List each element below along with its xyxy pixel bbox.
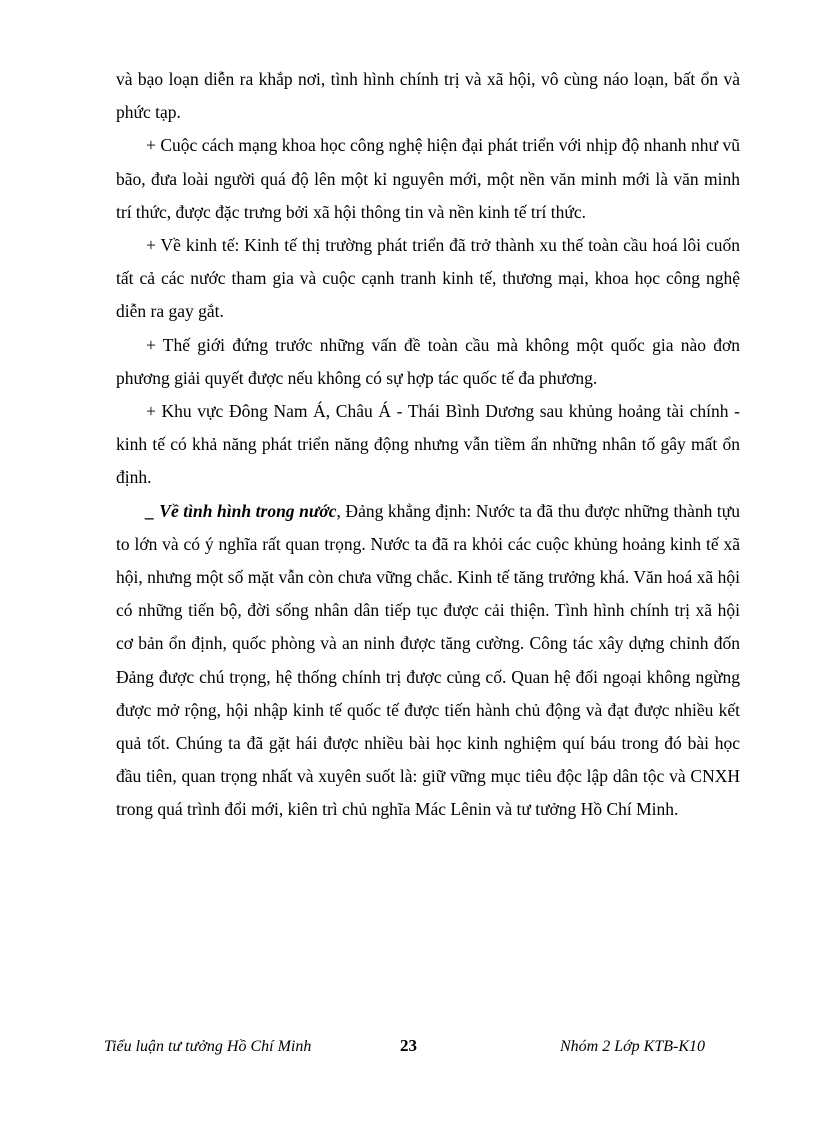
body-text — [116, 63, 740, 827]
paragraph-1-text: và bạo loạn diễn ra khắp nơi, tình hình chính trị và xã hội, vô cùng náo loạn, bất ổn và phức tạp. — [116, 69, 740, 123]
paragraph-4 — [116, 329, 740, 395]
paragraph-4-text: + Thế giới đứng trước những vấn đề toàn cầu mà không một quốc gia nào đơn phương giải quyết được nếu không có sự hợp tác quốc tế đa phương. — [116, 334, 740, 388]
paragraph-6-text: , Đảng khẳng định: Nước ta đã thu được những thành tựu to lớn và có ý nghĩa rất quan trọng. Nước ta đã ra khỏi các cuộc khủng hoảng kinh tế xã hội, nhưng một số mặt vẫn còn chưa vững chắc. Kinh tế tăng trưởng khá. Văn hoá xã hội có những tiến bộ, đời sống nhân dân tiếp tục được cải thiện. Tình hình chính trị xã hội cơ bản ổn định, quốc phòng và an ninh được tăng cường. Công tác xây dựng chỉnh đốn Đảng được chú trọng, hệ thống chính trị được củng cố. Quan hệ đối ngoại không ngừng được mở rộng, hội nhập kinh tế quốc tế được tiến hành chủ động và đạt được nhiều kết quả tốt. Chúng ta đã gặt hái được nhiều bài học kinh nghiệm quí báu trong đó bài học đầu tiên, quan trọng nhất và xuyên suốt là: giữ vững mục tiêu độc lập dân tộc và CNXH trong quá trình đổi mới, kiên trì chủ nghĩa Mác Lênin và tư tưởng Hồ Chí Minh. — [116, 500, 740, 820]
footer-group: Nhóm 2 Lớp KTB-K10 — [560, 1038, 706, 1055]
page-number: 23 — [400, 1036, 417, 1055]
paragraph-1 — [116, 63, 740, 129]
paragraph-5-text: + Khu vực Đông Nam Á, Châu Á - Thái Bình Dương sau khủng hoảng tài chính - kinh tế có khả năng phát triển năng động nhưng vẫn tiềm ẩn những nhân tố gây mất ổn định. — [116, 401, 740, 488]
paragraph-5 — [116, 395, 740, 495]
footer-title: Tiểu luận tư tưởng Hồ Chí Minh — [104, 1038, 312, 1055]
paragraph-3 — [116, 229, 740, 329]
paragraph-6 — [116, 495, 740, 827]
paragraph-2-text: + Cuộc cách mạng khoa học công nghệ hiện đại phát triển với nhịp độ nhanh như vũ bão, đưa loài người quá độ lên một kỉ nguyên mới, một nền văn minh mới là văn minh trí thức, được đặc trưng bởi xã hội thông tin và nền kinh tế trí thức. — [116, 135, 740, 222]
page-footer — [0, 1036, 816, 1062]
paragraph-3-text: + Về kinh tế: Kinh tế thị trường phát triển đã trở thành xu thế toàn cầu hoá lôi cuốn tất cả các nước tham gia và cuộc cạnh tranh kinh tế, thương mại, khoa học công nghệ diễn ra gay gắt. — [116, 235, 740, 322]
paragraph-6-lead: _ Về tình hình trong nước — [146, 500, 337, 521]
paragraph-2 — [116, 129, 740, 229]
